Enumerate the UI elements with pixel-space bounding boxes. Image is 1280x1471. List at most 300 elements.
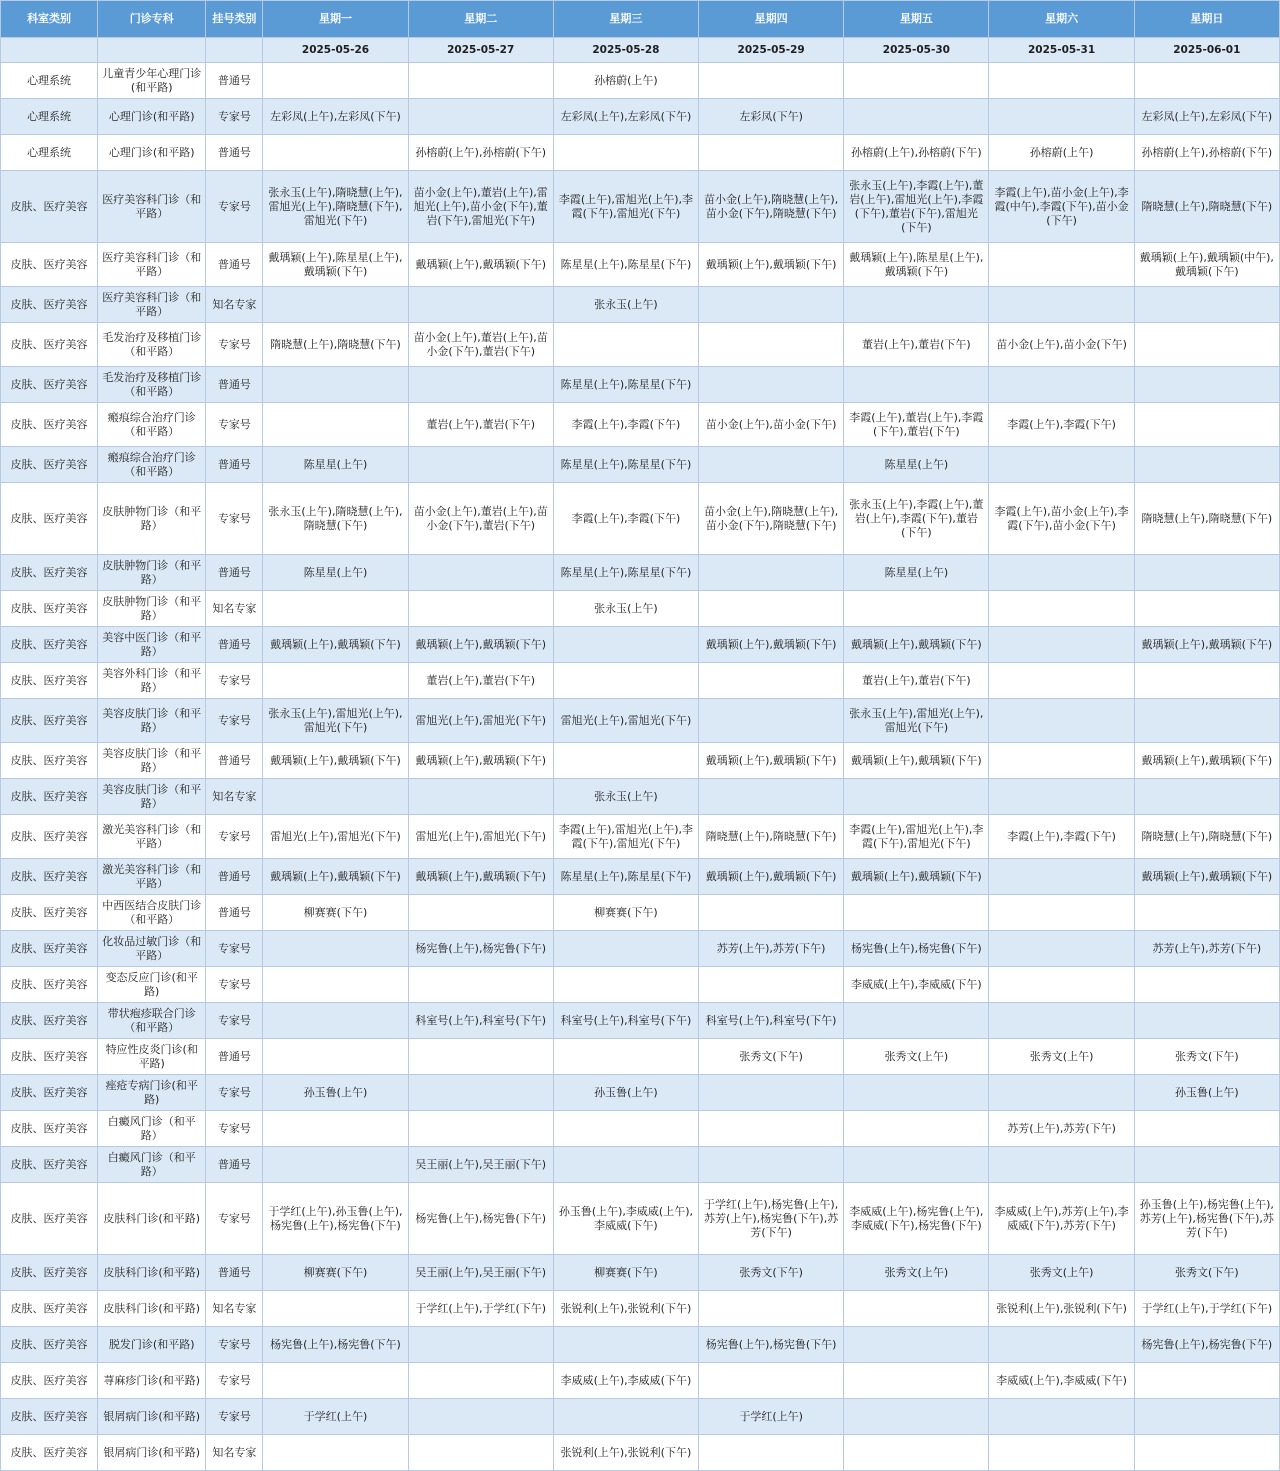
monday-cell: 戴瑀颖(上午),戴瑀颖(下午) <box>263 743 408 779</box>
registration-type-cell: 知名专家 <box>206 1291 263 1327</box>
registration-type-cell: 专家号 <box>206 483 263 555</box>
clinic-specialty-cell: 皮肤科门诊(和平路) <box>98 1255 206 1291</box>
header-friday: 星期五 <box>844 1 989 38</box>
table-row <box>1 967 1280 1003</box>
friday-cell <box>844 63 989 99</box>
tuesday-cell: 雷旭光(上午),雷旭光(下午) <box>408 699 553 743</box>
registration-type-cell: 普通号 <box>206 1255 263 1291</box>
thursday-cell <box>699 1147 844 1183</box>
header-thursday: 星期四 <box>699 1 844 38</box>
sunday-cell: 戴瑀颖(上午),戴瑀颖(中午),戴瑀颖(下午) <box>1134 243 1279 287</box>
monday-cell <box>263 1435 408 1471</box>
wednesday-cell: 孙榕蔚(上午) <box>553 63 698 99</box>
friday-cell <box>844 779 989 815</box>
thursday-cell: 戴瑀颖(上午),戴瑀颖(下午) <box>699 627 844 663</box>
saturday-cell <box>989 99 1134 135</box>
tuesday-cell: 科室号(上午),科室号(下午) <box>408 1003 553 1039</box>
monday-cell <box>263 967 408 1003</box>
monday-cell: 于学红(上午),孙玉鲁(上午),杨宪鲁(上午),杨宪鲁(下午) <box>263 1183 408 1255</box>
wednesday-cell: 陈星星(上午),陈星星(下午) <box>553 859 698 895</box>
thursday-cell <box>699 367 844 403</box>
wednesday-cell: 李霞(上午),李霞(下午) <box>553 483 698 555</box>
clinic-specialty-cell: 医疗美容科门诊（和平路） <box>98 171 206 243</box>
department-category-cell: 皮肤、医疗美容 <box>1 1327 98 1363</box>
table-row <box>1 699 1280 743</box>
friday-cell: 陈星星(上午) <box>844 555 989 591</box>
friday-cell: 董岩(上午),董岩(下午) <box>844 663 989 699</box>
header-monday: 星期一 <box>263 1 408 38</box>
sunday-cell <box>1134 699 1279 743</box>
table-row <box>1 367 1280 403</box>
friday-cell <box>844 895 989 931</box>
monday-cell: 戴瑀颖(上午),陈星星(上午),戴瑀颖(下午) <box>263 243 408 287</box>
friday-cell: 董岩(上午),董岩(下午) <box>844 323 989 367</box>
header-registration-type: 挂号类别 <box>206 1 263 38</box>
friday-cell <box>844 1147 989 1183</box>
registration-type-cell: 专家号 <box>206 815 263 859</box>
header-clinic-specialty: 门诊专科 <box>98 1 206 38</box>
schedule-body <box>1 63 1280 1471</box>
sunday-cell: 张秀文(下午) <box>1134 1039 1279 1075</box>
department-category-cell: 皮肤、医疗美容 <box>1 1399 98 1435</box>
sunday-cell <box>1134 1399 1279 1435</box>
department-category-cell: 皮肤、医疗美容 <box>1 1147 98 1183</box>
table-row <box>1 1075 1280 1111</box>
monday-cell <box>263 1291 408 1327</box>
department-category-cell: 皮肤、医疗美容 <box>1 447 98 483</box>
header-sunday: 星期日 <box>1134 1 1279 38</box>
table-row <box>1 171 1280 243</box>
table-row <box>1 859 1280 895</box>
clinic-specialty-cell: 美容中医门诊（和平路） <box>98 627 206 663</box>
department-category-cell: 皮肤、医疗美容 <box>1 1435 98 1471</box>
clinic-specialty-cell: 医疗美容科门诊（和平路） <box>98 287 206 323</box>
friday-cell <box>844 367 989 403</box>
department-category-cell: 皮肤、医疗美容 <box>1 1039 98 1075</box>
friday-cell <box>844 1075 989 1111</box>
tuesday-cell <box>408 1111 553 1147</box>
friday-cell: 张永玉(上午),李霞(上午),董岩(上午),李霞(下午),董岩(下午) <box>844 483 989 555</box>
registration-type-cell: 专家号 <box>206 99 263 135</box>
table-row <box>1 591 1280 627</box>
friday-cell: 杨宪鲁(上午),杨宪鲁(下午) <box>844 931 989 967</box>
monday-cell: 张永玉(上午),隋晓慧(上午),隋晓慧(下午) <box>263 483 408 555</box>
tuesday-cell <box>408 447 553 483</box>
wednesday-cell: 孙玉鲁(上午) <box>553 1075 698 1111</box>
friday-cell <box>844 591 989 627</box>
tuesday-cell <box>408 779 553 815</box>
table-row <box>1 1111 1280 1147</box>
sunday-cell: 张秀文(下午) <box>1134 1255 1279 1291</box>
sunday-cell: 于学红(上午),于学红(下午) <box>1134 1291 1279 1327</box>
saturday-cell <box>989 663 1134 699</box>
saturday-cell <box>989 779 1134 815</box>
department-category-cell: 心理系统 <box>1 99 98 135</box>
monday-cell <box>263 1111 408 1147</box>
thursday-cell <box>699 967 844 1003</box>
tuesday-cell <box>408 895 553 931</box>
friday-cell: 张永玉(上午),李霞(上午),董岩(上午),雷旭光(上午),李霞(下午),董岩(下午),雷旭光(下午) <box>844 171 989 243</box>
table-row <box>1 743 1280 779</box>
sunday-cell <box>1134 1363 1279 1399</box>
tuesday-cell: 吴王丽(上午),吴王丽(下午) <box>408 1255 553 1291</box>
department-category-cell: 皮肤、医疗美容 <box>1 1363 98 1399</box>
saturday-cell: 李霞(上午),李霞(下午) <box>989 403 1134 447</box>
saturday-cell: 苗小金(上午),苗小金(下午) <box>989 323 1134 367</box>
registration-type-cell: 专家号 <box>206 1003 263 1039</box>
registration-type-cell: 专家号 <box>206 967 263 1003</box>
thursday-cell <box>699 1291 844 1327</box>
wednesday-cell <box>553 967 698 1003</box>
clinic-specialty-cell: 特应性皮炎门诊(和平路) <box>98 1039 206 1075</box>
wednesday-cell <box>553 1147 698 1183</box>
thursday-cell <box>699 1435 844 1471</box>
thursday-cell <box>699 287 844 323</box>
wednesday-cell <box>553 627 698 663</box>
sunday-cell <box>1134 967 1279 1003</box>
friday-cell: 陈星星(上午) <box>844 447 989 483</box>
clinic-specialty-cell: 心理门诊(和平路) <box>98 99 206 135</box>
monday-cell: 雷旭光(上午),雷旭光(下午) <box>263 815 408 859</box>
date-cell <box>1 38 98 63</box>
registration-type-cell: 普通号 <box>206 1147 263 1183</box>
wednesday-cell: 柳赛赛(下午) <box>553 895 698 931</box>
sunday-cell: 隋晓慧(上午),隋晓慧(下午) <box>1134 171 1279 243</box>
tuesday-cell <box>408 591 553 627</box>
thursday-cell: 张秀文(下午) <box>699 1255 844 1291</box>
monday-cell: 孙玉鲁(上午) <box>263 1075 408 1111</box>
table-row <box>1 99 1280 135</box>
department-category-cell: 皮肤、医疗美容 <box>1 859 98 895</box>
registration-type-cell: 专家号 <box>206 1075 263 1111</box>
tuesday-cell <box>408 63 553 99</box>
wednesday-cell <box>553 1111 698 1147</box>
registration-type-cell: 普通号 <box>206 859 263 895</box>
wednesday-cell: 孙玉鲁(上午),李威威(上午),李威威(下午) <box>553 1183 698 1255</box>
tuesday-cell <box>408 1363 553 1399</box>
friday-cell <box>844 1111 989 1147</box>
monday-cell <box>263 367 408 403</box>
registration-type-cell: 专家号 <box>206 1399 263 1435</box>
saturday-cell <box>989 1147 1134 1183</box>
registration-type-cell: 专家号 <box>206 931 263 967</box>
tuesday-cell: 董岩(上午),董岩(下午) <box>408 663 553 699</box>
friday-cell: 张永玉(上午),雷旭光(上午),雷旭光(下午) <box>844 699 989 743</box>
table-row <box>1 1039 1280 1075</box>
registration-type-cell: 专家号 <box>206 1363 263 1399</box>
tuesday-cell <box>408 1039 553 1075</box>
tuesday-cell: 苗小金(上午),董岩(上午),雷旭光(上午),苗小金(下午),董岩(下午),雷旭光(下午) <box>408 171 553 243</box>
sunday-cell <box>1134 1147 1279 1183</box>
sunday-cell <box>1134 591 1279 627</box>
date-monday: 2025-05-26 <box>263 38 408 63</box>
monday-cell: 戴瑀颖(上午),戴瑀颖(下午) <box>263 627 408 663</box>
registration-type-cell: 普通号 <box>206 135 263 171</box>
thursday-cell <box>699 63 844 99</box>
saturday-cell: 李霞(上午),苗小金(上午),李霞(下午),苗小金(下午) <box>989 483 1134 555</box>
clinic-specialty-cell: 皮肤肿物门诊（和平路） <box>98 483 206 555</box>
tuesday-cell: 杨宪鲁(上午),杨宪鲁(下午) <box>408 931 553 967</box>
sunday-cell: 戴瑀颖(上午),戴瑀颖(下午) <box>1134 743 1279 779</box>
clinic-specialty-cell: 美容皮肤门诊（和平路） <box>98 779 206 815</box>
saturday-cell <box>989 1399 1134 1435</box>
registration-type-cell: 专家号 <box>206 1111 263 1147</box>
monday-cell: 杨宪鲁(上午),杨宪鲁(下午) <box>263 1327 408 1363</box>
department-category-cell: 皮肤、医疗美容 <box>1 591 98 627</box>
friday-cell <box>844 1399 989 1435</box>
registration-type-cell: 专家号 <box>206 699 263 743</box>
thursday-cell: 戴瑀颖(上午),戴瑀颖(下午) <box>699 743 844 779</box>
clinic-specialty-cell: 瘢痕综合治疗门诊（和平路） <box>98 447 206 483</box>
table-row <box>1 243 1280 287</box>
tuesday-cell <box>408 555 553 591</box>
friday-cell: 李霞(上午),董岩(上午),李霞(下午),董岩(下午) <box>844 403 989 447</box>
monday-cell: 戴瑀颖(上午),戴瑀颖(下午) <box>263 859 408 895</box>
friday-cell: 戴瑀颖(上午),戴瑀颖(下午) <box>844 859 989 895</box>
wednesday-cell: 李威威(上午),李威威(下午) <box>553 1363 698 1399</box>
thursday-cell <box>699 1111 844 1147</box>
wednesday-cell: 张锐利(上午),张锐利(下午) <box>553 1435 698 1471</box>
monday-cell: 陈星星(上午) <box>263 555 408 591</box>
table-row <box>1 1291 1280 1327</box>
department-category-cell: 皮肤、医疗美容 <box>1 367 98 403</box>
department-category-cell: 皮肤、医疗美容 <box>1 931 98 967</box>
friday-cell: 戴瑀颖(上午),戴瑀颖(下午) <box>844 627 989 663</box>
date-saturday: 2025-05-31 <box>989 38 1134 63</box>
sunday-cell <box>1134 287 1279 323</box>
thursday-cell: 科室号(上午),科室号(下午) <box>699 1003 844 1039</box>
registration-type-cell: 专家号 <box>206 403 263 447</box>
monday-cell <box>263 779 408 815</box>
clinic-specialty-cell: 化妆品过敏门诊（和平路） <box>98 931 206 967</box>
wednesday-cell: 左彩凤(上午),左彩凤(下午) <box>553 99 698 135</box>
department-category-cell: 皮肤、医疗美容 <box>1 895 98 931</box>
registration-type-cell: 专家号 <box>206 1327 263 1363</box>
thursday-cell <box>699 1363 844 1399</box>
sunday-cell: 孙玉鲁(上午) <box>1134 1075 1279 1111</box>
friday-cell <box>844 1435 989 1471</box>
sunday-cell <box>1134 895 1279 931</box>
clinic-specialty-cell: 银屑病门诊(和平路) <box>98 1399 206 1435</box>
saturday-cell <box>989 1327 1134 1363</box>
saturday-cell <box>989 287 1134 323</box>
registration-type-cell: 专家号 <box>206 663 263 699</box>
thursday-cell: 于学红(上午) <box>699 1399 844 1435</box>
header-saturday: 星期六 <box>989 1 1134 38</box>
tuesday-cell: 于学红(上午),于学红(下午) <box>408 1291 553 1327</box>
registration-type-cell: 知名专家 <box>206 779 263 815</box>
monday-cell <box>263 1147 408 1183</box>
thursday-cell: 苏芳(上午),苏芳(下午) <box>699 931 844 967</box>
clinic-specialty-cell: 美容皮肤门诊（和平路） <box>98 743 206 779</box>
sunday-cell: 隋晓慧(上午),隋晓慧(下午) <box>1134 483 1279 555</box>
clinic-specialty-cell: 激光美容科门诊（和平路） <box>98 859 206 895</box>
tuesday-cell: 戴瑀颖(上午),戴瑀颖(下午) <box>408 627 553 663</box>
department-category-cell: 皮肤、医疗美容 <box>1 779 98 815</box>
table-row <box>1 1327 1280 1363</box>
clinic-specialty-cell: 皮肤科门诊(和平路) <box>98 1183 206 1255</box>
registration-type-cell: 普通号 <box>206 447 263 483</box>
saturday-cell <box>989 591 1134 627</box>
wednesday-cell: 陈星星(上午),陈星星(下午) <box>553 447 698 483</box>
friday-cell: 李霞(上午),雷旭光(上午),李霞(下午),雷旭光(下午) <box>844 815 989 859</box>
thursday-cell <box>699 135 844 171</box>
friday-cell: 张秀文(上午) <box>844 1255 989 1291</box>
date-cell <box>98 38 206 63</box>
thursday-cell: 戴瑀颖(上午),戴瑀颖(下午) <box>699 859 844 895</box>
monday-cell <box>263 663 408 699</box>
wednesday-cell: 陈星星(上午),陈星星(下午) <box>553 555 698 591</box>
saturday-cell: 张锐利(上午),张锐利(下午) <box>989 1291 1134 1327</box>
department-category-cell: 皮肤、医疗美容 <box>1 663 98 699</box>
wednesday-cell <box>553 1039 698 1075</box>
clinic-specialty-cell: 脱发门诊(和平路) <box>98 1327 206 1363</box>
header-wednesday: 星期三 <box>553 1 698 38</box>
monday-cell <box>263 135 408 171</box>
tuesday-cell <box>408 1399 553 1435</box>
friday-cell <box>844 1003 989 1039</box>
department-category-cell: 皮肤、医疗美容 <box>1 483 98 555</box>
tuesday-cell: 吴王丽(上午),吴王丽(下午) <box>408 1147 553 1183</box>
table-row <box>1 815 1280 859</box>
monday-cell: 柳赛赛(下午) <box>263 1255 408 1291</box>
saturday-cell <box>989 1075 1134 1111</box>
table-row <box>1 627 1280 663</box>
department-category-cell: 皮肤、医疗美容 <box>1 555 98 591</box>
wednesday-cell <box>553 1399 698 1435</box>
registration-type-cell: 知名专家 <box>206 591 263 627</box>
sunday-cell <box>1134 1111 1279 1147</box>
table-row <box>1 931 1280 967</box>
wednesday-cell <box>553 931 698 967</box>
date-thursday: 2025-05-29 <box>699 38 844 63</box>
registration-type-cell: 普通号 <box>206 743 263 779</box>
monday-cell <box>263 403 408 447</box>
monday-cell <box>263 1039 408 1075</box>
table-row <box>1 287 1280 323</box>
saturday-cell: 李霞(上午),李霞(下午) <box>989 815 1134 859</box>
saturday-cell: 苏芳(上午),苏芳(下午) <box>989 1111 1134 1147</box>
wednesday-cell: 张永玉(上午) <box>553 779 698 815</box>
tuesday-cell <box>408 1435 553 1471</box>
thursday-cell <box>699 699 844 743</box>
date-wednesday: 2025-05-28 <box>553 38 698 63</box>
wednesday-cell: 李霞(上午),李霞(下午) <box>553 403 698 447</box>
monday-cell: 陈星星(上午) <box>263 447 408 483</box>
wednesday-cell: 李霞(上午),雷旭光(上午),李霞(下午),雷旭光(下午) <box>553 171 698 243</box>
thursday-cell <box>699 663 844 699</box>
wednesday-cell: 陈星星(上午),陈星星(下午) <box>553 243 698 287</box>
monday-cell: 张永玉(上午),隋晓慧(上午),雷旭光(上午),隋晓慧(下午),雷旭光(下午) <box>263 171 408 243</box>
saturday-cell <box>989 367 1134 403</box>
registration-type-cell: 普通号 <box>206 1039 263 1075</box>
friday-cell <box>844 287 989 323</box>
tuesday-cell <box>408 967 553 1003</box>
saturday-cell: 孙榕蔚(上午) <box>989 135 1134 171</box>
tuesday-cell <box>408 367 553 403</box>
clinic-specialty-cell: 美容皮肤门诊（和平路） <box>98 699 206 743</box>
friday-cell <box>844 1363 989 1399</box>
saturday-cell <box>989 931 1134 967</box>
sunday-cell <box>1134 555 1279 591</box>
sunday-cell <box>1134 1435 1279 1471</box>
tuesday-cell: 董岩(上午),董岩(下午) <box>408 403 553 447</box>
table-row <box>1 1399 1280 1435</box>
saturday-cell <box>989 699 1134 743</box>
clinic-specialty-cell: 变态反应门诊(和平路) <box>98 967 206 1003</box>
thursday-cell: 戴瑀颖(上午),戴瑀颖(下午) <box>699 243 844 287</box>
header-row <box>1 1 1280 38</box>
saturday-cell <box>989 627 1134 663</box>
monday-cell <box>263 931 408 967</box>
thursday-cell: 左彩凤(下午) <box>699 99 844 135</box>
tuesday-cell: 苗小金(上午),董岩(上午),苗小金(下午),董岩(下午) <box>408 483 553 555</box>
saturday-cell <box>989 967 1134 1003</box>
registration-type-cell: 知名专家 <box>206 1435 263 1471</box>
saturday-cell <box>989 63 1134 99</box>
saturday-cell <box>989 447 1134 483</box>
department-category-cell: 皮肤、医疗美容 <box>1 743 98 779</box>
table-row <box>1 555 1280 591</box>
clinic-specialty-cell: 中西医结合皮肤门诊（和平路） <box>98 895 206 931</box>
sunday-cell: 孙玉鲁(上午),杨宪鲁(上午),苏芳(上午),杨宪鲁(下午),苏芳(下午) <box>1134 1183 1279 1255</box>
friday-cell: 孙榕蔚(上午),孙榕蔚(下午) <box>844 135 989 171</box>
department-category-cell: 皮肤、医疗美容 <box>1 815 98 859</box>
registration-type-cell: 普通号 <box>206 627 263 663</box>
clinic-specialty-cell: 带状疱疹联合门诊（和平路） <box>98 1003 206 1039</box>
tuesday-cell: 雷旭光(上午),雷旭光(下午) <box>408 815 553 859</box>
thursday-cell: 苗小金(上午),隋晓慧(上午),苗小金(下午),隋晓慧(下午) <box>699 171 844 243</box>
clinic-specialty-cell: 皮肤肿物门诊（和平路） <box>98 555 206 591</box>
wednesday-cell: 柳赛赛(下午) <box>553 1255 698 1291</box>
sunday-cell: 隋晓慧(上午),隋晓慧(下午) <box>1134 815 1279 859</box>
department-category-cell: 皮肤、医疗美容 <box>1 1111 98 1147</box>
department-category-cell: 皮肤、医疗美容 <box>1 287 98 323</box>
table-row <box>1 135 1280 171</box>
clinic-specialty-cell: 毛发治疗及移植门诊（和平路） <box>98 323 206 367</box>
monday-cell: 隋晓慧(上午),隋晓慧(下午) <box>263 323 408 367</box>
thursday-cell: 苗小金(上午),隋晓慧(上午),苗小金(下午),隋晓慧(下午) <box>699 483 844 555</box>
saturday-cell: 张秀文(上午) <box>989 1039 1134 1075</box>
thursday-cell: 张秀文(下午) <box>699 1039 844 1075</box>
date-sunday: 2025-06-01 <box>1134 38 1279 63</box>
registration-type-cell: 普通号 <box>206 367 263 403</box>
clinic-specialty-cell: 心理门诊(和平路) <box>98 135 206 171</box>
saturday-cell: 李威威(上午),李威威(下午) <box>989 1363 1134 1399</box>
department-category-cell: 皮肤、医疗美容 <box>1 171 98 243</box>
sunday-cell <box>1134 447 1279 483</box>
thursday-cell: 杨宪鲁(上午),杨宪鲁(下午) <box>699 1327 844 1363</box>
department-category-cell: 皮肤、医疗美容 <box>1 1075 98 1111</box>
wednesday-cell: 张永玉(上午) <box>553 591 698 627</box>
sunday-cell: 孙榕蔚(上午),孙榕蔚(下午) <box>1134 135 1279 171</box>
wednesday-cell: 雷旭光(上午),雷旭光(下午) <box>553 699 698 743</box>
saturday-cell <box>989 895 1134 931</box>
tuesday-cell <box>408 1075 553 1111</box>
thursday-cell <box>699 555 844 591</box>
clinic-specialty-cell: 激光美容科门诊（和平路） <box>98 815 206 859</box>
clinic-specialty-cell: 毛发治疗及移植门诊（和平路） <box>98 367 206 403</box>
sunday-cell: 戴瑀颖(上午),戴瑀颖(下午) <box>1134 859 1279 895</box>
thursday-cell: 隋晓慧(上午),隋晓慧(下午) <box>699 815 844 859</box>
tuesday-cell: 孙榕蔚(上午),孙榕蔚(下午) <box>408 135 553 171</box>
sunday-cell <box>1134 63 1279 99</box>
sunday-cell <box>1134 403 1279 447</box>
thursday-cell <box>699 895 844 931</box>
thursday-cell <box>699 447 844 483</box>
wednesday-cell: 李霞(上午),雷旭光(上午),李霞(下午),雷旭光(下午) <box>553 815 698 859</box>
clinic-specialty-cell: 美容外科门诊（和平路） <box>98 663 206 699</box>
